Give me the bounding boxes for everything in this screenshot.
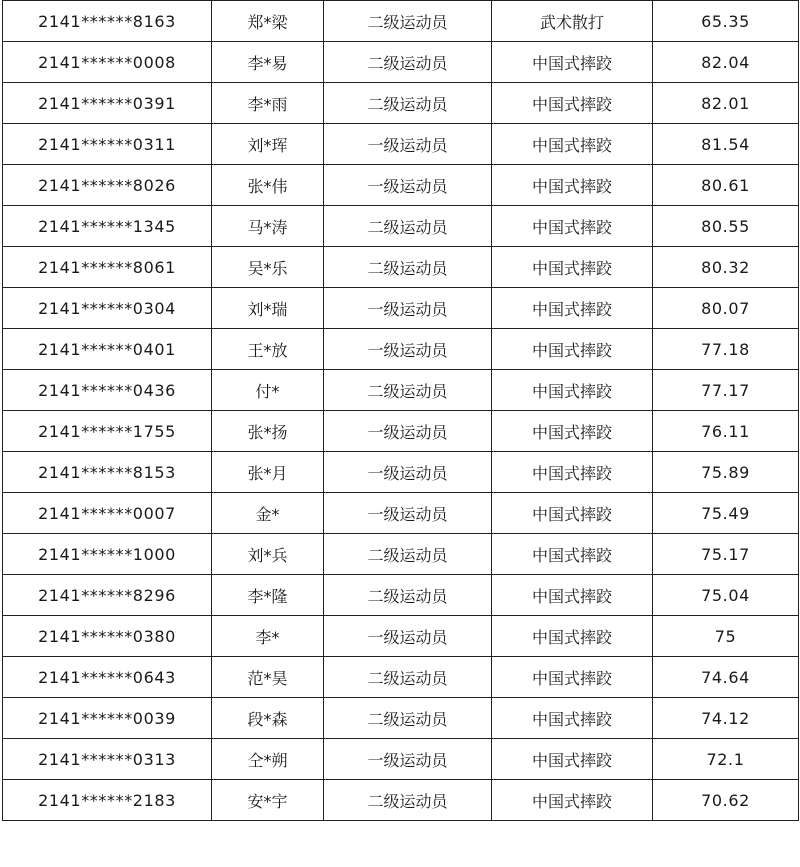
table-body [3,1,799,821]
athlete-level-cell: 一级运动员 [324,616,492,657]
athlete-name-cell: 张*伟 [212,165,324,206]
table-row [3,83,799,124]
event-cell: 中国式摔跤 [492,452,653,493]
event-cell: 中国式摔跤 [492,534,653,575]
athlete-level-cell: 一级运动员 [324,288,492,329]
candidate-id-cell: 2141******0039 [3,698,212,739]
table-row [3,780,799,821]
table-row [3,534,799,575]
athlete-level-cell: 二级运动员 [324,575,492,616]
athlete-name-cell: 段*森 [212,698,324,739]
event-cell: 中国式摔跤 [492,288,653,329]
score-cell: 75 [653,616,799,657]
table-row [3,329,799,370]
score-cell: 75.04 [653,575,799,616]
event-cell: 中国式摔跤 [492,575,653,616]
table-row [3,42,799,83]
table-row [3,493,799,534]
table-row [3,575,799,616]
athlete-name-cell: 马*涛 [212,206,324,247]
table-row [3,739,799,780]
candidate-id-cell: 2141******0391 [3,83,212,124]
candidate-id-cell: 2141******0436 [3,370,212,411]
athlete-level-cell: 一级运动员 [324,411,492,452]
table-row [3,370,799,411]
athlete-name-cell: 刘*兵 [212,534,324,575]
athlete-name-cell: 李*隆 [212,575,324,616]
candidate-id-cell: 2141******8061 [3,247,212,288]
athlete-score-table [2,0,799,821]
score-cell: 74.12 [653,698,799,739]
score-cell: 80.07 [653,288,799,329]
candidate-id-cell: 2141******0313 [3,739,212,780]
score-cell: 75.17 [653,534,799,575]
score-cell: 76.11 [653,411,799,452]
score-cell: 77.17 [653,370,799,411]
candidate-id-cell: 2141******0401 [3,329,212,370]
athlete-level-cell: 二级运动员 [324,534,492,575]
event-cell: 中国式摔跤 [492,411,653,452]
score-cell: 82.04 [653,42,799,83]
athlete-level-cell: 一级运动员 [324,329,492,370]
athlete-name-cell: 范*昊 [212,657,324,698]
score-cell: 77.18 [653,329,799,370]
candidate-id-cell: 2141******0380 [3,616,212,657]
candidate-id-cell: 2141******8153 [3,452,212,493]
athlete-name-cell: 李*雨 [212,83,324,124]
event-cell: 中国式摔跤 [492,698,653,739]
candidate-id-cell: 2141******8163 [3,1,212,42]
table-row [3,657,799,698]
athlete-level-cell: 一级运动员 [324,124,492,165]
candidate-id-cell: 2141******1000 [3,534,212,575]
event-cell: 中国式摔跤 [492,206,653,247]
athlete-level-cell: 二级运动员 [324,780,492,821]
athlete-name-cell: 张*月 [212,452,324,493]
event-cell: 中国式摔跤 [492,616,653,657]
athlete-name-cell: 郑*梁 [212,1,324,42]
athlete-name-cell: 张*扬 [212,411,324,452]
athlete-name-cell: 刘*珲 [212,124,324,165]
table-row [3,288,799,329]
event-cell: 中国式摔跤 [492,739,653,780]
candidate-id-cell: 2141******0304 [3,288,212,329]
table-row [3,1,799,42]
score-cell: 72.1 [653,739,799,780]
athlete-name-cell: 金* [212,493,324,534]
score-cell: 80.55 [653,206,799,247]
athlete-level-cell: 二级运动员 [324,42,492,83]
score-cell: 82.01 [653,83,799,124]
table-row [3,206,799,247]
score-cell: 75.89 [653,452,799,493]
athlete-level-cell: 二级运动员 [324,83,492,124]
candidate-id-cell: 2141******2183 [3,780,212,821]
table-row [3,247,799,288]
candidate-id-cell: 2141******0007 [3,493,212,534]
candidate-id-cell: 2141******0008 [3,42,212,83]
candidate-id-cell: 2141******8026 [3,165,212,206]
table-row [3,411,799,452]
table-row [3,698,799,739]
event-cell: 中国式摔跤 [492,42,653,83]
athlete-level-cell: 一级运动员 [324,739,492,780]
athlete-level-cell: 一级运动员 [324,165,492,206]
athlete-level-cell: 二级运动员 [324,247,492,288]
candidate-id-cell: 2141******0311 [3,124,212,165]
score-cell: 65.35 [653,1,799,42]
athlete-level-cell: 二级运动员 [324,206,492,247]
event-cell: 武术散打 [492,1,653,42]
event-cell: 中国式摔跤 [492,493,653,534]
candidate-id-cell: 2141******1345 [3,206,212,247]
event-cell: 中国式摔跤 [492,165,653,206]
athlete-name-cell: 刘*瑞 [212,288,324,329]
score-cell: 74.64 [653,657,799,698]
event-cell: 中国式摔跤 [492,780,653,821]
table-row [3,165,799,206]
event-cell: 中国式摔跤 [492,247,653,288]
athlete-name-cell: 吴*乐 [212,247,324,288]
score-cell: 75.49 [653,493,799,534]
event-cell: 中国式摔跤 [492,329,653,370]
athlete-level-cell: 二级运动员 [324,698,492,739]
athlete-level-cell: 二级运动员 [324,370,492,411]
athlete-name-cell: 仝*朔 [212,739,324,780]
table-row [3,452,799,493]
table-row [3,124,799,165]
candidate-id-cell: 2141******1755 [3,411,212,452]
score-cell: 80.61 [653,165,799,206]
candidate-id-cell: 2141******0643 [3,657,212,698]
athlete-name-cell: 付* [212,370,324,411]
athlete-level-cell: 一级运动员 [324,452,492,493]
athlete-name-cell: 李* [212,616,324,657]
candidate-id-cell: 2141******8296 [3,575,212,616]
event-cell: 中国式摔跤 [492,83,653,124]
athlete-level-cell: 一级运动员 [324,493,492,534]
event-cell: 中国式摔跤 [492,124,653,165]
athlete-name-cell: 王*放 [212,329,324,370]
table-row [3,616,799,657]
score-cell: 70.62 [653,780,799,821]
event-cell: 中国式摔跤 [492,370,653,411]
athlete-name-cell: 李*易 [212,42,324,83]
athlete-level-cell: 二级运动员 [324,1,492,42]
athlete-level-cell: 二级运动员 [324,657,492,698]
athlete-name-cell: 安*宇 [212,780,324,821]
score-cell: 81.54 [653,124,799,165]
event-cell: 中国式摔跤 [492,657,653,698]
score-cell: 80.32 [653,247,799,288]
